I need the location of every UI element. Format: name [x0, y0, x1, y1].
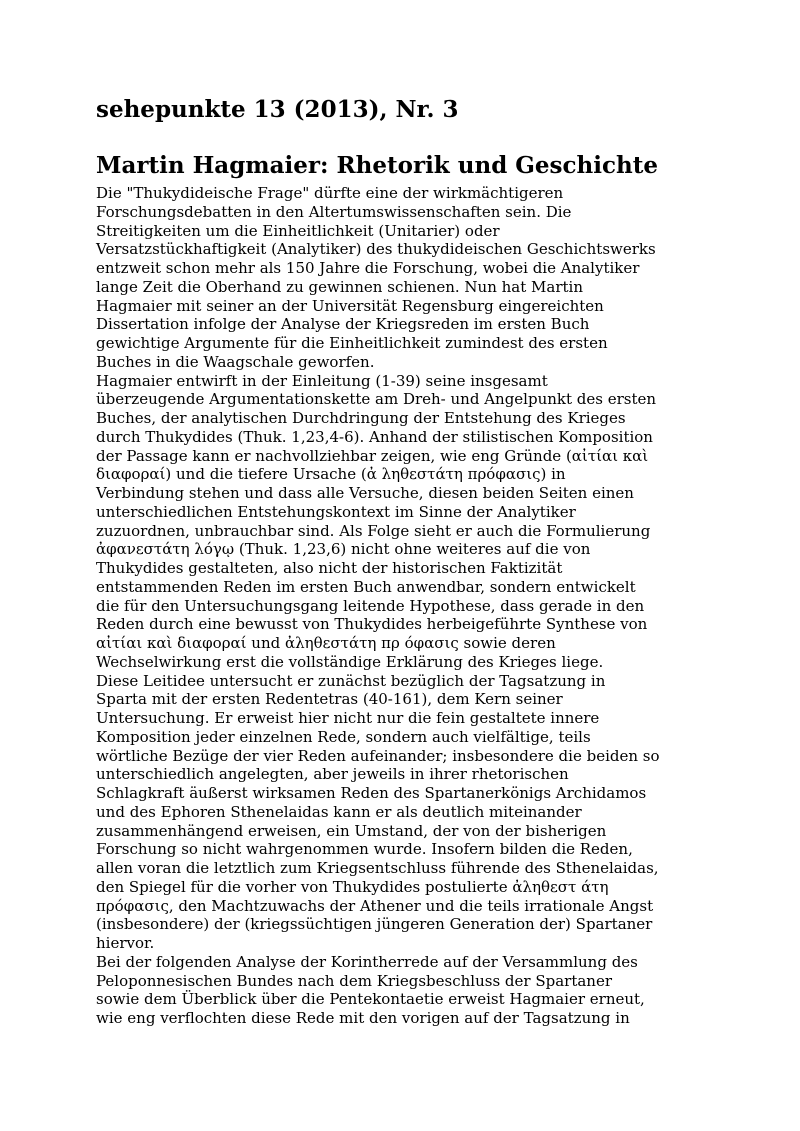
text-line: lange Zeit die Oberhand zu gewinnen schienen. Nun hat Martin — [96, 277, 583, 296]
text-line: Buches in die Waagschale geworfen. — [96, 352, 375, 371]
text-line: Hagmaier entwirft in der Einleitung (1-39) seine insgesamt — [96, 371, 548, 390]
text-line: διαφοραί) und die tiefere Ursache (ἀ ληθεστάτη πρόφασις) in — [96, 465, 566, 484]
body-paragraph — [96, 953, 706, 1028]
text-line: Diese Leitidee untersucht er zunächst bezüglich der Tagsatzung in — [96, 671, 606, 690]
text-line: Die "Thukydideische Frage" dürfte eine der wirkmächtigeren — [96, 184, 564, 202]
text-line: Dissertation infolge der Analyse der Kriegsreden im ersten Buch — [96, 315, 590, 334]
text-line: Untersuchung. Er erweist hier nicht nur die fein gestaltete innere — [96, 709, 600, 727]
text-line: Forschungsdebatten in den Altertumswissenschaften sein. Die — [96, 202, 572, 221]
document-page — [96, 96, 706, 1028]
text-line: und des Ephoren Sthenelaidas kann er als deutlich miteinander — [96, 802, 582, 821]
text-line: πρόφασις, den Machtzuwachs der Athener und die teils irrationale Angst — [96, 896, 654, 915]
text-line: unterschiedlich angelegten, aber jeweils in ihrer rhetorischen — [96, 765, 569, 784]
text-line: Versatzstückhaftigkeit (Analytiker) des thukydideischen Geschichtswerks — [96, 240, 656, 259]
text-line: entzweit schon mehr als 150 Jahre die Forschung, wobei die Analytiker — [96, 259, 640, 277]
text-line: Forschung so nicht wahrgenommen wurde. Insofern bilden die Reden, — [96, 840, 633, 859]
text-line: den Spiegel für die vorher von Thukydides postulierte ἀληθεστ άτη — [96, 877, 609, 896]
text-line: wie eng verflochten diese Rede mit den vorigen auf der Tagsatzung in — [96, 1009, 630, 1027]
text-line: Verbindung stehen und dass alle Versuche, diesen beiden Seiten einen — [96, 484, 634, 502]
text-line: Sparta mit der ersten Redentetras (40-161), dem Kern seiner — [96, 690, 563, 709]
text-line: zuzuordnen, unbrauchbar sind. Als Folge sieht er auch die Formulierung — [96, 521, 651, 540]
text-line: αἰτίαι καὶ διαφοραί und ἀληθεστάτη πρ όφασις sowie deren — [96, 634, 556, 652]
text-line: sowie dem Überblick über die Pentekontaetie erweist Hagmaier erneut, — [96, 990, 645, 1009]
text-line: Peloponnesischen Bundes nach dem Kriegsbeschluss der Spartaner — [96, 971, 613, 990]
text-line: die für den Untersuchungsgang leitende Hypothese, dass gerade in den — [96, 596, 645, 615]
text-line: Thukydides gestalteten, also nicht der historischen Faktizität — [96, 559, 563, 577]
text-line: (insbesondere) der (kriegssüchtigen jüngeren Generation der) Spartaner — [96, 915, 653, 934]
text-line: gewichtige Argumente für die Einheitlichkeit zumindest des ersten — [96, 334, 608, 352]
text-line: überzeugende Argumentationskette am Dreh- und Angelpunkt des ersten — [96, 390, 657, 409]
text-line: Schlagkraft äußerst wirksamen Reden des Spartanerkönigs Archidamos — [96, 784, 647, 802]
text-line: hiervor. — [96, 934, 155, 952]
text-line: allen voran die letztlich zum Kriegsentschluss führende des Sthenelaidas, — [96, 859, 659, 877]
text-line: Hagmaier mit seiner an der Universität Regensburg eingereichten — [96, 296, 604, 315]
text-line: zusammenhängend erweisen, ein Umstand, der von der bisherigen — [96, 821, 607, 840]
text-line: ἀφανεστάτη λόγῳ (Thuk. 1,23,6) nicht ohne weiteres auf die von — [96, 540, 591, 559]
text-line: Wechselwirkung erst die vollständige Erklärung des Krieges liege. — [96, 652, 604, 671]
text-line: durch Thukydides (Thuk. 1,23,4-6). Anhand der stilistischen Komposition — [96, 427, 653, 446]
text-line: wörtliche Bezüge der vier Reden aufeinander; insbesondere die beiden so — [96, 746, 660, 765]
journal-title: sehepunkte 13 (2013), Nr. 3 — [96, 96, 459, 123]
body-paragraph — [96, 372, 706, 672]
text-line: Bei der folgenden Analyse der Korintherrede auf der Versammlung des — [96, 952, 638, 971]
text-line: der Passage kann er nachvollziehbar zeigen, wie eng Gründe (αἰτίαι καὶ — [96, 446, 649, 465]
text-line: entstammenden Reden im ersten Buch anwendbar, sondern entwickelt — [96, 577, 636, 596]
body-paragraph — [96, 672, 706, 953]
text-line: Komposition jeder einzelnen Rede, sondern auch vielfältige, teils — [96, 727, 591, 746]
text-line: Streitigkeiten um die Einheitlichkeit (Unitarier) oder — [96, 221, 500, 240]
article-body — [96, 184, 706, 1028]
text-line: Reden durch eine bewusst von Thukydides herbeigeführte Synthese von — [96, 615, 648, 634]
text-line: unterschiedlichen Entstehungskontext im Sinne der Analytiker — [96, 502, 576, 521]
text-line: Buches, der analytischen Durchdringung der Entstehung des Krieges — [96, 409, 626, 427]
body-paragraph — [96, 184, 706, 372]
article-title: Martin Hagmaier: Rhetorik und Geschichte — [96, 152, 658, 179]
